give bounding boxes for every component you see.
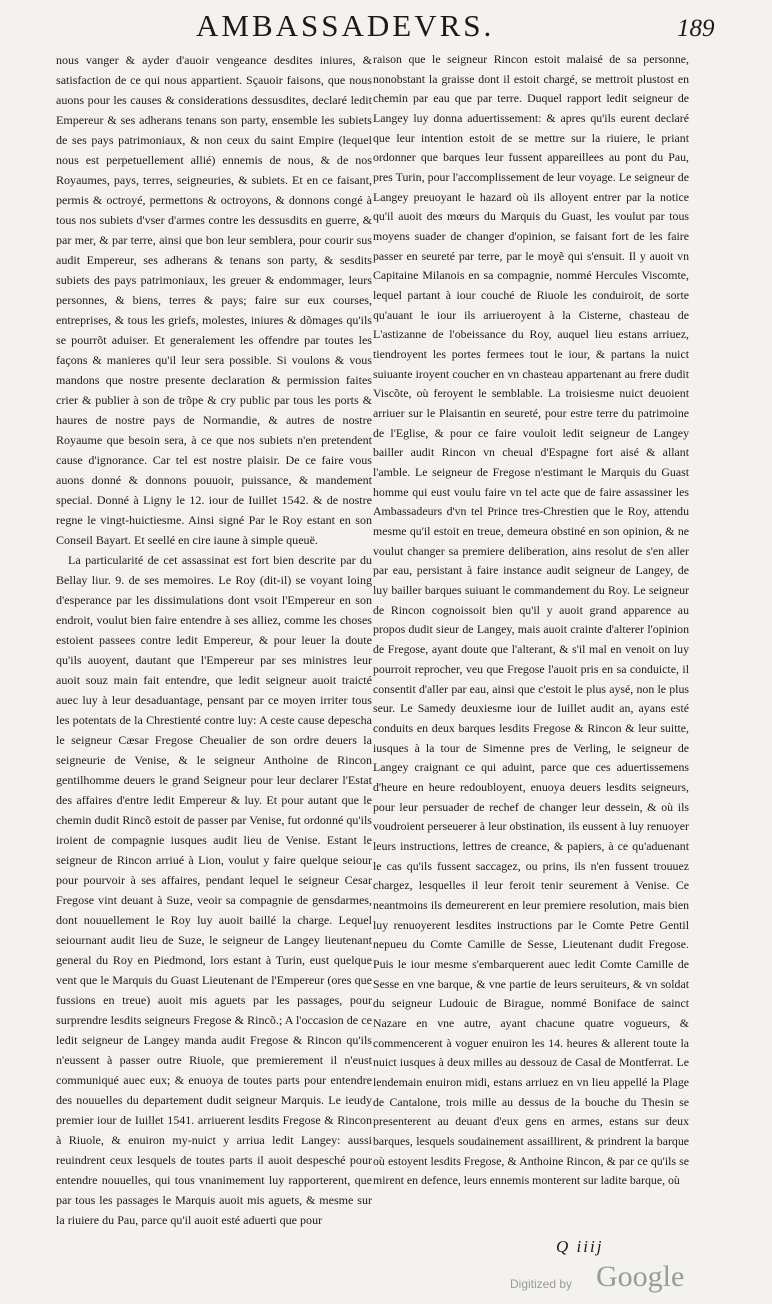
right-column [373,50,689,1191]
running-title: AMBASSADEVRS. [196,8,495,43]
signature-mark: Q iiij [556,1237,604,1256]
digitized-watermark [510,1262,730,1296]
google-logo: Google [596,1260,685,1293]
watermark-prefix: Digitized by [510,1277,573,1291]
page-number: 189 [677,15,715,42]
left-paragraph-2: La particularité de cet assassinat est fort bien descrite par du Bellay liur. 9. de ses memoires. Le Roy (dit-il) se voyant loing d'esperance par les dissimulations dont vsoit l'Empereur en son endroit, voulut bien faire entendre à ses alliez, comme les choses estoient passees contre ledit Empereur, & pour leuer la doute qu'ils auoyent, dautant que l'Empereur par ses ministres leur auoit souz main fait entendre, que ledit seigneur auoit traicté auec luy à leur desaduantage, pensant par ce moyen irriter tous les potentats de la Chrestienté contre luy: A ceste cause depescha le seigneur Cæsar Fregose Cheualier de son ordre deuers la seigneurie de Venise, & le seigneur Anthoine de Rincon gentilhomme deuers le grand Seigneur pour leur declarer l'Estat des affaires d'entre ledit Empereur & luy. Et pour autant que le chemin dudit Rincõ estoit de passer par Venise, fut ordonné qu'ils iroient de compagnie iusques audit lieu de Venise. Estant le seigneur de Rincon arriué à Lion, voulut y faire quelque seiour pour pourvoir à ses affaires, pendant lequel le seigneur Cesar Fregose vint deuant à Suze, veoir sa compagnie de gensdarmes, dont nouuellement le Roy luy auoit baillé la charge. Lequel seiournant audit lieu de Suze, le seigneur de Langey lieutenant general du Roy en Piedmond, lors estant à Turin, eust quelque vent que le Marquis du Guast Lieutenant de l'Empereur (ores que fussions en treue) auoit mis aguets par les passages, pour surprendre lesdits seigneurs Fregose & Rincõ.; A l'occasion de ce ledit seigneur de Langey manda audit Fregose & Rincon qu'ils n'eussent à passer outre Riuole, que premierement il n'eust communiqué auec eux; & enuoya de toutes parts pour entendre des nouuelles du departement dudit seigneur Marquis. Le ieudy premier iour de Iuillet 1541. arriuerent lesdits Fregose & Rincon à Riuole, & enuiron my-nuict y arriua ledit Langey: aussi reuindrent ceux lesquels de toutes parts il auoit despesché pour entendre nouuelles, qui tous vnanimement luy rapporterent, que par tous les passages le Marquis auoit mis aguets, & mesme sur la riuiere du Pau, parce qu'il auoit esté aduerti que pour [56,553,372,1227]
running-head [0,4,772,50]
left-column [56,50,372,1230]
left-paragraph-1: nous vanger & ayder d'auoir vengeance desdites iniures, & satisfaction de ce qui nous appartient. Sçauoir faisons, que nous auons pour les causes & considerations dessusdites, declaré ledit Empereur & ses adherans tenans son party, ensemble les subiets de ses pays patrimoniaux, & non ceux du saint Empire (lequel nous est perpetuellement allié) ennemis de nous, & de nos Royaumes, pays, terres, seigneuries, & subiets. Et en ce faisant, permis & octroyé, permettons & octroyons, & donnons congé à tous nos subiets d'vser d'armes contre les dessusdits en guerre, & par mer, & par terre, ainsi que bon leur semblera, pour courir sus audit Empereur, ses adherans & tenans son party, & sesdits subiets des pays patrimoniaux, les greuer & endommager, leurs personnes, & biens, terres & pays; faire sur eux courses, entreprises, & tous les griefs, molestes, iniures & dõmages qu'ils se pourrõt aduiser. Et generalement les offendre par toutes les façons & manieres qu'il leur sera possible. Si voulons & vous mandons que nostre presente declaration & permission faites crier & publier à son de trõpe & cry public par tous les ports & haures de nostre pays de Normandie, & autres de nostre Royaume que besoin sera, à ce que nos subiets n'en pretendent cause d'ignorance. Car tel est nostre plaisir. De ce faire vous auons donné & donnons pouuoir, puissance, & mandement special. Donné à Ligny le 12. iour de Iuillet 1542. & de nostre regne le vingt-huictiesme. Ainsi signé Par le Roy estant en son Conseil Bayart. Et seellé en cire iaune à simple queuë. [56,53,372,547]
right-paragraph-1: raison que le seigneur Rincon estoit malaisé de sa personne, nonobstant la graisse dont il estoit chargé, se mettroit plustost en chemin par eau que par terre. Duquel rapport ledit seigneur de Langey luy donna aduertissement: & apres qu'ils eurent declaré que leur intention estoit de se mettre sur la riuiere, le priant ordonner que barques leur fussent appareillees au pont du Pau, pres Turin, pour l'accomplissement de leur voyage. Le seigneur de Langey preuoyant le hazard où ils alloyent entrer par la notice qu'il auoit des mœurs du Marquis du Guast, les voulut par tous moyens suader de changer d'opinion, se faisant fort de les faire passer en seureté par terre, par le moyẽ qui s'ensuit. Il y auoit vn Capitaine Milanois en sa compagnie, nommé Hercules Viscomte, lequel partant à iour couché de Riuole les conduiroit, de sorte qu'auant le iour ils arriueroyent à la Cisterne, chasteau de L'astizanne de l'obeissance du Roy, auquel lieu estans arriuez, tiendroyent les portes fermees tout le iour, & partans la nuict suiuante iroyent coucher en vn chasteau appartenant au frere dudit Viscõte, où feroyent le semblable. La troisiesme nuict deuoient arriuer sur le Plaisantin en seureté, pour estre terre du patrimoine de l'Eglise, & pour ce faire vouloit ledit seigneur de Langey bailler audit Rincon vn cheual d'Espagne fort aisé & allant l'amble. Le seigneur de Fregose n'estimant le Marquis du Guast homme qui eust voulu faire vn tel acte que de faire assassiner les Ambassadeurs d'vn tel Prince tres-Chrestien que le Roy, attendu mesme qu'il estoit en treue, demeura obstiné en son opinion, & ne voulut changer sa premiere deliberation, ains resolut de s'en aller par eau, persistant à faire instance audit seigneur de Langey, de luy bailler barques suiuant le commandement du Roy. Le seigneur de Rincon cognoissoit bien qu'il y auoit grand apparence au propos dudit sieur de Langey, mais auoit crainte d'alterer l'opinion de Fregose, ayant doute que l'alterant, & s'il mal en venoit on luy pourroit reprocher, veu que Fregose l'auoit pris en sa conduicte, il consentit d'aller par eau, ainsi que c'estoit le plus aysé, non le plus seur. Le Samedy deuxiesme iour de Iuillet audit an, ayans esté conduits en deux barques lesdits Fregose & Rincon & leur suitte, iusques à la tour de Simenne pres de Verling, le seigneur de Langey craignant ce qui aduint, parce que ces aduertissemens d'heure en heure redoubloyent, enuoya deuers lesdits seigneurs, pour leur persuader de rechef de changer leur dessein, & où ils voudroient perseuerer à leur obstination, ils eussent à luy renuoyer leurs instructions, lettres de creance, & papiers, à ce qu'aduenant le cas qu'ils fussent saccagez, ou prins, ils n'en fussent trouuez chargez, lesquelles il leur feroit tenir seurement à Venise. Ce neantmoins ils demeurerent en leur premiere resolution, mais bien luy renuoyerent lesdites instructions par le Comte Petre Gentil nepueu du Comte Camille de Sesse, Lieutenant dudit Fregose. Puis le iour mesme s'embarquerent auec ledit Comte Camille de Sesse en vne barque, & vne partie de leurs seruiteurs, & vn soldat du seigneur Ludouic de Birague, nommé Boniface de sainct Nazare en vne autre, ayant chacune quatre vogueurs, & commencerent à voguer enuiron les 14. heures & allerent toute la nuict iusques à deux milles au dessouz de Casal de Montferrat. Le lendemain enuiron midi, estans arriuez en vn lieu appellé la Plage de Cantalone, trois mille au dessus de la bouche du Thesin se presenterent au deuant d'eux gens en armes, estans sur deux barques, lesquels soudainement assaillirent, & prindrent la barque où estoyent lesdits Fregose, & Anthoine Rincon, & par ce qu'ils se mirent en defence, leurs ennemis monterent sur ladite barque, où [373,52,689,1188]
